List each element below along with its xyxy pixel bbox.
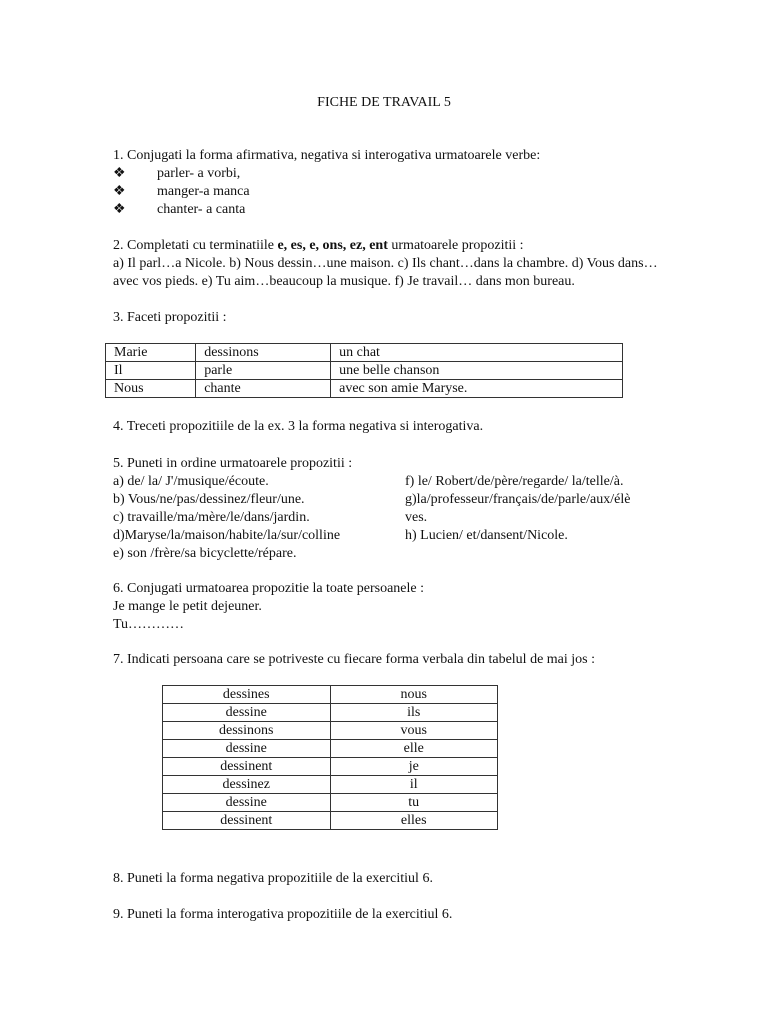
exercise-7-instruction: 7. Indicati persoana care se potriveste cu fiecare forma verbala din tabelul de mai jos :	[113, 652, 596, 667]
exercise-1-instruction: 1. Conjugati la forma afirmativa, negativa si interogativa urmatoarele verbe:	[113, 148, 541, 163]
table-row	[163, 812, 498, 830]
bullet-item	[113, 201, 658, 219]
table-cell: une belle chanson	[331, 362, 623, 380]
exercise-4-instruction: 4. Treceti propozitiile de la ex. 3 la forma negativa si interogativa.	[113, 419, 484, 434]
table-row	[163, 686, 498, 704]
table-row	[163, 740, 498, 758]
exercise-3-instruction: 3. Faceti propozitii :	[113, 310, 227, 325]
list-item: e) son /frère/sa bicyclette/répare.	[113, 546, 297, 561]
exercise-5	[113, 455, 658, 563]
table-row	[163, 794, 498, 812]
table-cell: dessinent	[163, 758, 331, 776]
table-cell: dessinons	[196, 344, 331, 362]
verb-item: parler- a vorbi,	[157, 166, 241, 181]
table-cell: dessines	[163, 686, 331, 704]
verb-item: manger-a manca	[157, 184, 250, 199]
table-cell: je	[330, 758, 498, 776]
diamond-bullet-icon: ❖	[113, 166, 126, 181]
table-row	[163, 758, 498, 776]
exercise-9-instruction: 9. Puneti la forma interogativa propozitiile de la exercitiul 6.	[113, 907, 453, 922]
table-cell: dessine	[163, 740, 331, 758]
table-cell: Nous	[106, 380, 196, 398]
table-cell: parle	[196, 362, 331, 380]
table-cell: chante	[196, 380, 331, 398]
exercise-5-instruction: 5. Puneti in ordine urmatoarele propozitii :	[113, 456, 353, 471]
list-item: d)Maryse/la/maison/habite/la/sur/colline	[113, 528, 341, 543]
table-row	[163, 704, 498, 722]
diamond-bullet-icon: ❖	[113, 184, 126, 199]
exercise-2	[113, 237, 658, 291]
exercise-2-instruction	[113, 237, 658, 255]
table-row	[106, 362, 623, 380]
bullet-item	[113, 165, 658, 183]
table-cell: vous	[330, 722, 498, 740]
table-cell: avec son amie Maryse.	[331, 380, 623, 398]
list-item: f) le/ Robert/de/père/regarde/ la/telle/à.	[405, 474, 624, 489]
exercise-2-sentences: a) Il parl…a Nicole. b) Nous dessin…une maison. c) Ils chant…dans la chambre. d) Vous dans…avec vos pieds. e) Tu aim…beaucoup la musique. f) Je travail… dans mon bureau.	[113, 256, 658, 289]
diamond-bullet-icon: ❖	[113, 202, 126, 217]
table-cell: dessinez	[163, 776, 331, 794]
instruction-text: 2. Completati cu terminatiile	[113, 238, 278, 253]
table-cell: dessinons	[163, 722, 331, 740]
example-sentence: Je mange le petit dejeuner.	[113, 599, 262, 614]
table-cell: il	[330, 776, 498, 794]
table-cell: dessine	[163, 794, 331, 812]
exercise-8-instruction: 8. Puneti la forma negativa propozitiile de la exercitiul 6.	[113, 871, 433, 886]
exercise-5-right-column	[405, 473, 658, 563]
table-cell: tu	[330, 794, 498, 812]
list-item: g)la/professeur/français/de/parle/aux/élè	[405, 492, 631, 507]
table-row	[106, 380, 623, 398]
table-cell: dessinent	[163, 812, 331, 830]
exercise-3-table	[105, 343, 623, 398]
table-cell: Il	[106, 362, 196, 380]
table-cell: un chat	[331, 344, 623, 362]
table-cell: ils	[330, 704, 498, 722]
list-item: b) Vous/ne/pas/dessinez/fleur/une.	[113, 492, 305, 507]
table-row	[163, 776, 498, 794]
table-cell: elles	[330, 812, 498, 830]
answer-line: Tu…………	[113, 617, 185, 632]
exercise-6-instruction: 6. Conjugati urmatoarea propozitie la toate persoanele :	[113, 581, 424, 596]
exercise-6	[113, 580, 658, 634]
table-cell: dessine	[163, 704, 331, 722]
table-cell: nous	[330, 686, 498, 704]
list-item: ves.	[405, 510, 428, 525]
bullet-item	[113, 183, 658, 201]
instruction-text: urmatoarele propozitii :	[387, 238, 524, 253]
table-row	[163, 722, 498, 740]
exercise-7-table	[162, 685, 498, 830]
verb-item: chanter- a canta	[157, 202, 246, 217]
table-row	[106, 344, 623, 362]
exercise-1	[113, 147, 658, 219]
list-item: h) Lucien/ et/dansent/Nicole.	[405, 528, 568, 543]
page-title: FICHE DE TRAVAIL 5	[317, 95, 451, 110]
list-item: a) de/ la/ J'/musique/écoute.	[113, 474, 269, 489]
list-item: c) travaille/ma/mère/le/dans/jardin.	[113, 510, 310, 525]
table-cell: Marie	[106, 344, 196, 362]
exercise-5-left-column	[113, 473, 405, 563]
table-cell: elle	[330, 740, 498, 758]
endings-list: e, es, e, ons, ez, ent	[277, 238, 388, 253]
